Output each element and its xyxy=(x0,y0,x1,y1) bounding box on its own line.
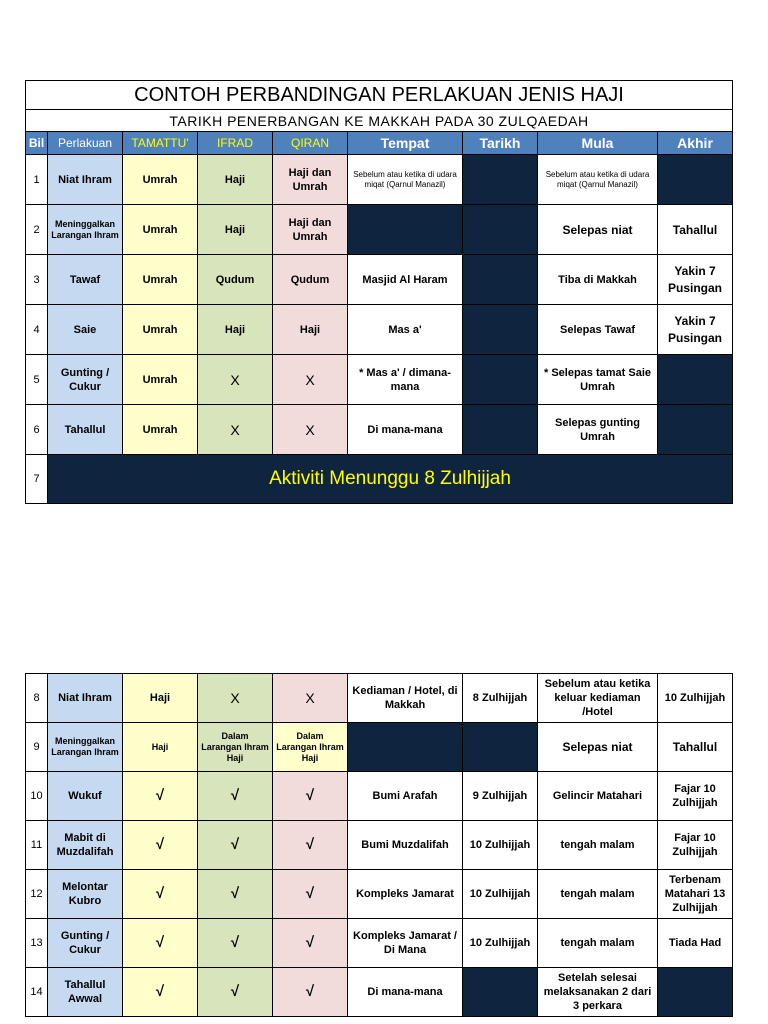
table-row xyxy=(26,405,733,455)
cell-tamattu: √ xyxy=(123,821,198,870)
cell-perlakuan: Melontar Kubro xyxy=(48,870,123,919)
table-row xyxy=(26,723,733,772)
cell-tempat: Kompleks Jamarat / Di Mana xyxy=(348,919,463,968)
cell-tarikh xyxy=(463,255,538,305)
cell-akhir xyxy=(658,405,733,455)
cell-qiran: √ xyxy=(273,919,348,968)
cell-bil: 10 xyxy=(26,772,48,821)
cell-perlakuan: Tahallul Awwal xyxy=(48,968,123,1017)
cell-ifrad: Haji xyxy=(198,205,273,255)
cell-tamattu: Umrah xyxy=(123,405,198,455)
cell-bil: 12 xyxy=(26,870,48,919)
cell-qiran: Haji dan Umrah xyxy=(273,205,348,255)
cell-tempat: Bumi Muzdalifah xyxy=(348,821,463,870)
cell-tarikh xyxy=(463,205,538,255)
header-tarikh: Tarikh xyxy=(463,132,538,155)
cell-tarikh: 9 Zulhijjah xyxy=(463,772,538,821)
cell-ifrad: √ xyxy=(198,870,273,919)
cell-akhir: Fajar 10 Zulhijjah xyxy=(658,772,733,821)
cell-mula: Selepas niat xyxy=(538,205,658,255)
cell-akhir: Yakin 7 Pusingan xyxy=(658,305,733,355)
cell-ifrad: √ xyxy=(198,919,273,968)
cell-tamattu: Haji xyxy=(123,674,198,723)
cell-tarikh: 10 Zulhijjah xyxy=(463,821,538,870)
cell-ifrad: X xyxy=(198,405,273,455)
cell-tarikh: 10 Zulhijjah xyxy=(463,919,538,968)
banner-row xyxy=(26,455,733,504)
cell-ifrad: √ xyxy=(198,968,273,1017)
cell-bil: 9 xyxy=(26,723,48,772)
cell-mula: Selepas Tawaf xyxy=(538,305,658,355)
table-row xyxy=(26,772,733,821)
cell-ifrad: Dalam Larangan Ihram Haji xyxy=(198,723,273,772)
cell-qiran: √ xyxy=(273,968,348,1017)
cell-tarikh xyxy=(463,723,538,772)
cell-perlakuan: Meninggalkan Larangan Ihram xyxy=(48,205,123,255)
header-ifrad: IFRAD xyxy=(198,132,273,155)
cell-bil: 6 xyxy=(26,405,48,455)
cell-akhir: 10 Zulhijjah xyxy=(658,674,733,723)
cell-mula: tengah malam xyxy=(538,821,658,870)
cell-perlakuan: Gunting / Cukur xyxy=(48,355,123,405)
header-qiran: QIRAN xyxy=(273,132,348,155)
cell-perlakuan: Meninggalkan Larangan Ihram xyxy=(48,723,123,772)
table-row xyxy=(26,821,733,870)
cell-perlakuan: Mabit di Muzdalifah xyxy=(48,821,123,870)
cell-tamattu: Haji xyxy=(123,723,198,772)
table-row xyxy=(26,674,733,723)
cell-tarikh xyxy=(463,305,538,355)
cell-mula: Sebelum atau ketika keluar kediaman /Hotel xyxy=(538,674,658,723)
cell-bil: 1 xyxy=(26,155,48,205)
cell-akhir: Tiada Had xyxy=(658,919,733,968)
cell-perlakuan: Gunting / Cukur xyxy=(48,919,123,968)
cell-perlakuan: Niat Ihram xyxy=(48,155,123,205)
cell-tamattu: √ xyxy=(123,968,198,1017)
cell-tarikh xyxy=(463,968,538,1017)
cell-mula: Gelincir Matahari xyxy=(538,772,658,821)
cell-qiran: √ xyxy=(273,870,348,919)
cell-qiran: X xyxy=(273,355,348,405)
cell-tamattu: Umrah xyxy=(123,305,198,355)
table-subtitle: TARIKH PENERBANGAN KE MAKKAH PADA 30 ZULQAEDAH xyxy=(26,110,733,132)
cell-mula: Setelah selesai melaksanakan 2 dari 3 perkara xyxy=(538,968,658,1017)
cell-bil: 14 xyxy=(26,968,48,1017)
cell-tamattu: Umrah xyxy=(123,155,198,205)
cell-qiran: Haji xyxy=(273,305,348,355)
cell-bil: 4 xyxy=(26,305,48,355)
cell-akhir xyxy=(658,968,733,1017)
cell-mula: tengah malam xyxy=(538,919,658,968)
cell-qiran: √ xyxy=(273,821,348,870)
cell-tempat xyxy=(348,723,463,772)
cell-qiran: Dalam Larangan Ihram Haji xyxy=(273,723,348,772)
cell-bil: 7 xyxy=(26,455,48,504)
cell-ifrad: √ xyxy=(198,821,273,870)
cell-perlakuan: Niat Ihram xyxy=(48,674,123,723)
cell-bil: 13 xyxy=(26,919,48,968)
cell-bil: 11 xyxy=(26,821,48,870)
cell-tempat: Di mana-mana xyxy=(348,968,463,1017)
header-tempat: Tempat xyxy=(348,132,463,155)
cell-ifrad: X xyxy=(198,355,273,405)
cell-bil: 5 xyxy=(26,355,48,405)
cell-akhir: Fajar 10 Zulhijjah xyxy=(658,821,733,870)
cell-akhir: Terbenam Matahari 13 Zulhijjah xyxy=(658,870,733,919)
cell-tempat xyxy=(348,205,463,255)
cell-ifrad: Haji xyxy=(198,305,273,355)
cell-tempat: Kediaman / Hotel, di Makkah xyxy=(348,674,463,723)
cell-qiran: Qudum xyxy=(273,255,348,305)
cell-tamattu: Umrah xyxy=(123,255,198,305)
cell-tempat: Masjid Al Haram xyxy=(348,255,463,305)
cell-tarikh xyxy=(463,155,538,205)
cell-ifrad: Qudum xyxy=(198,255,273,305)
header-mula: Mula xyxy=(538,132,658,155)
cell-qiran: Haji dan Umrah xyxy=(273,155,348,205)
cell-ifrad: Haji xyxy=(198,155,273,205)
table-row xyxy=(26,355,733,405)
cell-qiran: X xyxy=(273,405,348,455)
cell-mula: * Selepas tamat Saie Umrah xyxy=(538,355,658,405)
header-akhir: Akhir xyxy=(658,132,733,155)
cell-bil: 3 xyxy=(26,255,48,305)
table-title: CONTOH PERBANDINGAN PERLAKUAN JENIS HAJI xyxy=(26,81,733,110)
cell-tarikh: 8 Zulhijjah xyxy=(463,674,538,723)
cell-mula: Tiba di Makkah xyxy=(538,255,658,305)
header-bil: Bil xyxy=(26,132,48,155)
cell-tamattu: √ xyxy=(123,919,198,968)
cell-tempat: Bumi Arafah xyxy=(348,772,463,821)
cell-akhir: Tahallul xyxy=(658,723,733,772)
table-row xyxy=(26,155,733,205)
cell-perlakuan: Wukuf xyxy=(48,772,123,821)
table-row xyxy=(26,305,733,355)
cell-tempat: Di mana-mana xyxy=(348,405,463,455)
banner-aktiviti: Aktiviti Menunggu 8 Zulhijjah xyxy=(48,455,733,504)
table-row xyxy=(26,255,733,305)
cell-tempat: Sebelum atau ketika di udara miqat (Qarnul Manazil) xyxy=(348,155,463,205)
cell-perlakuan: Saie xyxy=(48,305,123,355)
cell-tempat: * Mas a' / dimana-mana xyxy=(348,355,463,405)
cell-qiran: √ xyxy=(273,772,348,821)
header-tamattu: TAMATTU' xyxy=(123,132,198,155)
cell-mula: Sebelum atau ketika di udara miqat (Qarnul Manazil) xyxy=(538,155,658,205)
cell-tamattu: √ xyxy=(123,772,198,821)
cell-perlakuan: Tawaf xyxy=(48,255,123,305)
cell-tamattu: Umrah xyxy=(123,355,198,405)
cell-tamattu: Umrah xyxy=(123,205,198,255)
cell-akhir: Yakin 7 Pusingan xyxy=(658,255,733,305)
comparison-table-2 xyxy=(25,673,733,1017)
cell-bil: 8 xyxy=(26,674,48,723)
table-row xyxy=(26,919,733,968)
cell-mula: Selepas gunting Umrah xyxy=(538,405,658,455)
header-perlakuan: Perlakuan xyxy=(48,132,123,155)
cell-akhir xyxy=(658,155,733,205)
cell-tamattu: √ xyxy=(123,870,198,919)
table-row xyxy=(26,205,733,255)
cell-akhir: Tahallul xyxy=(658,205,733,255)
cell-tempat: Mas a' xyxy=(348,305,463,355)
cell-qiran: X xyxy=(273,674,348,723)
cell-ifrad: √ xyxy=(198,772,273,821)
table-row xyxy=(26,870,733,919)
cell-tarikh xyxy=(463,405,538,455)
cell-tarikh xyxy=(463,355,538,405)
comparison-table-1 xyxy=(25,80,733,504)
cell-akhir xyxy=(658,355,733,405)
header-row xyxy=(26,132,733,155)
table-row xyxy=(26,968,733,1017)
cell-tarikh: 10 Zulhijjah xyxy=(463,870,538,919)
cell-ifrad: X xyxy=(198,674,273,723)
cell-mula: tengah malam xyxy=(538,870,658,919)
cell-mula: Selepas niat xyxy=(538,723,658,772)
cell-bil: 2 xyxy=(26,205,48,255)
cell-tempat: Kompleks Jamarat xyxy=(348,870,463,919)
cell-perlakuan: Tahallul xyxy=(48,405,123,455)
